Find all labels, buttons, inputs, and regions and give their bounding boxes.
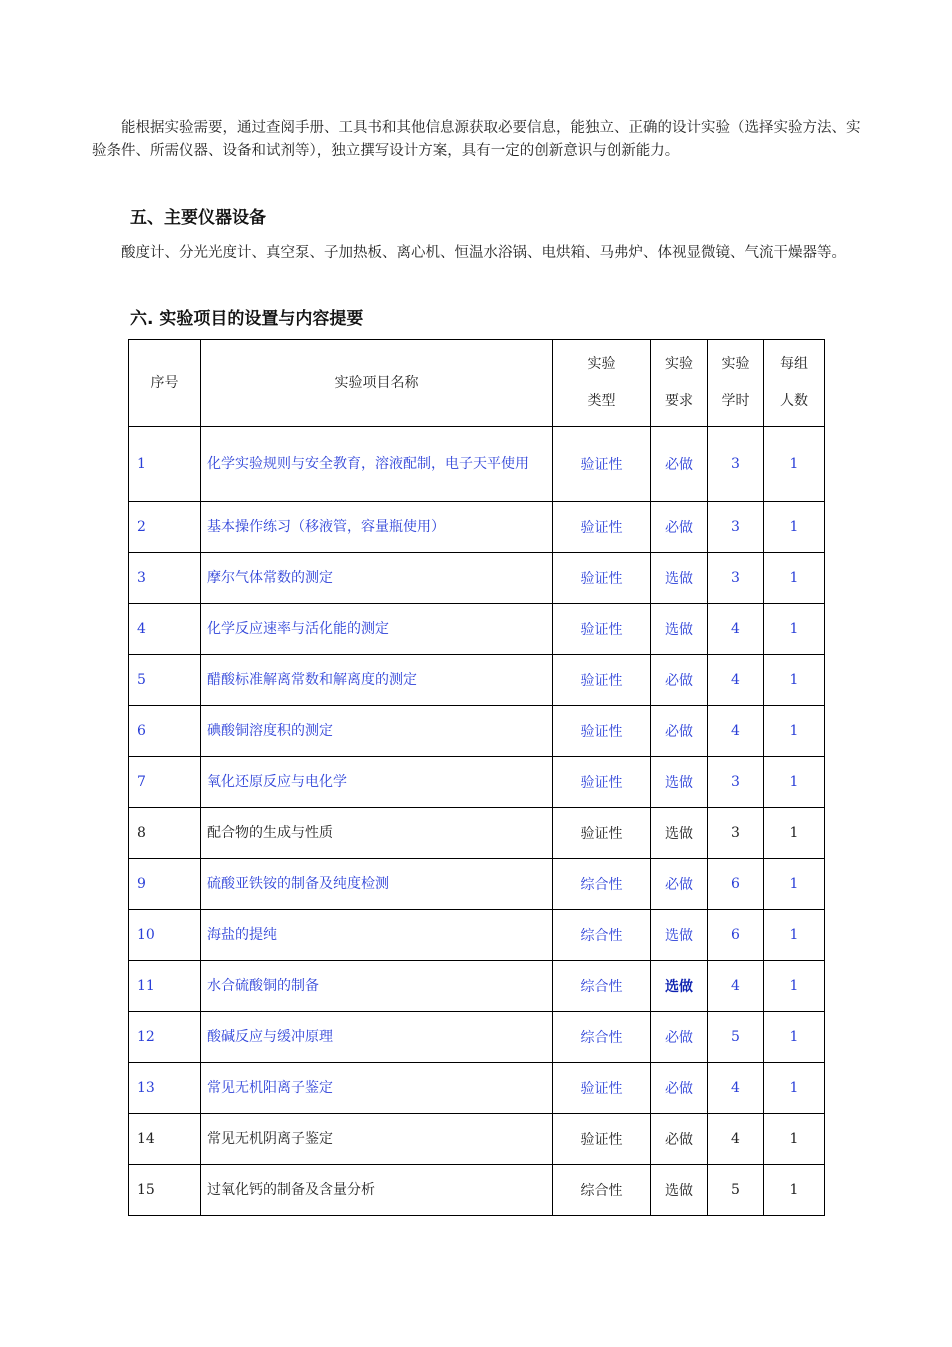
experiment-requirement: 选做	[651, 604, 708, 655]
experiment-hours: 5	[708, 1012, 764, 1063]
experiment-hours: 3	[708, 502, 764, 553]
group-size: 1	[764, 706, 825, 757]
table-row	[129, 427, 825, 502]
experiment-requirement: 选做	[651, 1165, 708, 1216]
experiment-name: 常见无机阳离子鉴定	[201, 1063, 553, 1114]
experiment-name: 酸碱反应与缓冲原理	[201, 1012, 553, 1063]
table-row	[129, 961, 825, 1012]
row-number: 8	[129, 808, 201, 859]
experiment-hours: 4	[708, 961, 764, 1012]
experiment-hours: 4	[708, 1114, 764, 1165]
section-5-text: 酸度计、分光光度计、真空泵、子加热板、离心机、恒温水浴锅、电烘箱、马弗炉、体视显微镜、气流干燥器等。	[121, 245, 846, 261]
experiment-requirement: 必做	[651, 859, 708, 910]
header-requirement: 实验 要求	[651, 340, 708, 427]
table-row	[129, 604, 825, 655]
group-size: 1	[764, 808, 825, 859]
experiment-name: 水合硫酸铜的制备	[201, 961, 553, 1012]
group-size: 1	[764, 502, 825, 553]
table-header-row	[129, 340, 825, 427]
experiment-type: 验证性	[553, 1114, 651, 1165]
experiment-hours: 4	[708, 706, 764, 757]
row-number: 7	[129, 757, 201, 808]
experiment-requirement: 选做	[651, 553, 708, 604]
experiment-hours: 5	[708, 1165, 764, 1216]
section-6-heading: 六. 实验项目的设置与内容提要	[130, 309, 364, 329]
intro-paragraph: 能根据实验需要，通过查阅手册、工具书和其他信息源获取必要信息，能独立、正确的设计实验（选择实验方法、实验条件、所需仪器、设备和试剂等），独立撰写设计方案，具有一定的创新意识与创新能力。	[92, 120, 861, 159]
experiment-requirement: 选做	[651, 910, 708, 961]
group-size: 1	[764, 1114, 825, 1165]
experiment-type: 验证性	[553, 502, 651, 553]
table-row	[129, 706, 825, 757]
table-row	[129, 655, 825, 706]
table-row	[129, 1114, 825, 1165]
experiment-name: 配合物的生成与性质	[201, 808, 553, 859]
experiment-name: 化学反应速率与活化能的测定	[201, 604, 553, 655]
header-name: 实验项目名称	[201, 340, 553, 427]
experiment-requirement: 必做	[651, 706, 708, 757]
experiment-type: 综合性	[553, 1165, 651, 1216]
experiment-name: 海盐的提纯	[201, 910, 553, 961]
experiment-name: 醋酸标准解离常数和解离度的测定	[201, 655, 553, 706]
experiment-type: 综合性	[553, 961, 651, 1012]
experiment-type: 验证性	[553, 655, 651, 706]
experiment-hours: 3	[708, 757, 764, 808]
group-size: 1	[764, 553, 825, 604]
section-5-heading: 五、主要仪器设备	[130, 208, 266, 228]
header-type: 实验 类型	[553, 340, 651, 427]
row-number: 6	[129, 706, 201, 757]
experiment-hours: 4	[708, 1063, 764, 1114]
experiment-name: 摩尔气体常数的测定	[201, 553, 553, 604]
experiment-type: 综合性	[553, 859, 651, 910]
row-number: 4	[129, 604, 201, 655]
table-row	[129, 1063, 825, 1114]
experiment-name: 化学实验规则与安全教育，溶液配制，电子天平使用	[201, 427, 553, 502]
experiment-requirement: 必做	[651, 502, 708, 553]
group-size: 1	[764, 427, 825, 502]
table-row	[129, 1165, 825, 1216]
group-size: 1	[764, 910, 825, 961]
experiment-name: 基本操作练习（移液管，容量瓶使用）	[201, 502, 553, 553]
row-number: 5	[129, 655, 201, 706]
experiment-hours: 6	[708, 859, 764, 910]
experiment-requirement: 必做	[651, 1063, 708, 1114]
experiment-requirement: 必做	[651, 1012, 708, 1063]
experiment-type: 验证性	[553, 706, 651, 757]
experiment-hours: 3	[708, 553, 764, 604]
row-number: 13	[129, 1063, 201, 1114]
experiment-requirement: 必做	[651, 1114, 708, 1165]
row-number: 9	[129, 859, 201, 910]
group-size: 1	[764, 757, 825, 808]
group-size: 1	[764, 655, 825, 706]
experiment-hours: 3	[708, 808, 764, 859]
table-row	[129, 859, 825, 910]
row-number: 1	[129, 427, 201, 502]
table-row	[129, 808, 825, 859]
table-row	[129, 553, 825, 604]
row-number: 12	[129, 1012, 201, 1063]
group-size: 1	[764, 961, 825, 1012]
experiment-hours: 6	[708, 910, 764, 961]
row-number: 2	[129, 502, 201, 553]
header-people: 每组 人数	[764, 340, 825, 427]
experiment-type: 验证性	[553, 808, 651, 859]
table-row	[129, 757, 825, 808]
experiment-table	[128, 339, 825, 1216]
experiment-requirement: 必做	[651, 655, 708, 706]
experiment-requirement: 选做	[651, 808, 708, 859]
header-hours: 实验 学时	[708, 340, 764, 427]
experiment-hours: 4	[708, 604, 764, 655]
row-number: 15	[129, 1165, 201, 1216]
experiment-type: 验证性	[553, 427, 651, 502]
row-number: 3	[129, 553, 201, 604]
experiment-name: 过氧化钙的制备及含量分析	[201, 1165, 553, 1216]
group-size: 1	[764, 604, 825, 655]
group-size: 1	[764, 1063, 825, 1114]
group-size: 1	[764, 1165, 825, 1216]
experiment-name: 常见无机阴离子鉴定	[201, 1114, 553, 1165]
table-row	[129, 910, 825, 961]
experiment-hours: 4	[708, 655, 764, 706]
table-row	[129, 1012, 825, 1063]
row-number: 10	[129, 910, 201, 961]
experiment-type: 综合性	[553, 1012, 651, 1063]
experiment-type: 验证性	[553, 1063, 651, 1114]
experiment-type: 验证性	[553, 604, 651, 655]
experiment-type: 综合性	[553, 910, 651, 961]
experiment-name: 碘酸铜溶度积的测定	[201, 706, 553, 757]
group-size: 1	[764, 859, 825, 910]
row-number: 14	[129, 1114, 201, 1165]
header-no: 序号	[129, 340, 201, 427]
row-number: 11	[129, 961, 201, 1012]
experiment-type: 验证性	[553, 553, 651, 604]
table-row	[129, 502, 825, 553]
experiment-requirement: 选做	[651, 757, 708, 808]
experiment-name: 硫酸亚铁铵的制备及纯度检测	[201, 859, 553, 910]
experiment-type: 验证性	[553, 757, 651, 808]
group-size: 1	[764, 1012, 825, 1063]
experiment-name: 氧化还原反应与电化学	[201, 757, 553, 808]
experiment-hours: 3	[708, 427, 764, 502]
experiment-requirement: 必做	[651, 427, 708, 502]
experiment-requirement: 选做	[651, 961, 708, 1012]
